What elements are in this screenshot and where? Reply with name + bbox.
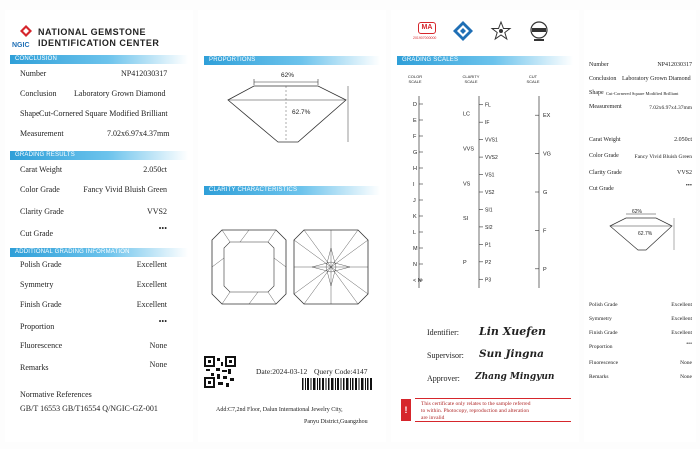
color-grade-label: D <box>413 102 417 108</box>
issue-date: Date:2024-03-12 <box>256 367 308 376</box>
approver-label: Approver: <box>427 374 460 383</box>
clarity-label: Clarity Grade <box>20 207 64 216</box>
identifier-signature: Lin Xuefen <box>479 325 546 338</box>
color-grade-label: G <box>413 150 418 156</box>
color-label: Color Grade <box>20 185 60 194</box>
stub-number-value: NP412030317 <box>657 62 692 68</box>
references-text: GB/T 16553 GB/T16554 Q/NGIC-GZ-001 <box>20 404 158 413</box>
address-label: Add: <box>216 407 228 413</box>
stub-proportion-value: ••• <box>686 341 692 347</box>
ngic-logo-text: NGIC <box>12 42 30 49</box>
symmetry-label: Symmetry <box>20 280 54 289</box>
star-emblem-icon <box>489 20 513 42</box>
ma-badge-number: 201907000000 <box>413 36 437 40</box>
proportions-header: PROPORTIONS <box>204 56 380 65</box>
clarity-grade-label: IF <box>485 120 490 127</box>
conclusion-value: Laboratory Grown Diamond <box>74 89 166 98</box>
stub-depth-percent: 62.7% <box>638 231 653 237</box>
stub-measurement-label: Measurement <box>589 104 622 110</box>
depth-percent-label: 62.7% <box>292 109 311 116</box>
stub-conclusion-label: Conclusion <box>589 76 617 82</box>
clarity-value: VVS2 <box>146 207 167 216</box>
stub-panel <box>584 10 696 442</box>
stub-color-value: Fancy Vivid Bluish Green <box>634 154 692 160</box>
cut-scale-title: CUT SCALE <box>526 74 540 84</box>
notice-line1: This certificate only relates to the sample referred <box>421 401 531 407</box>
notice-line2: to within. Photocopy, reproduction and alteration <box>421 408 529 414</box>
conclusion-label: Conclusion <box>20 89 57 98</box>
fluorescence-value: None <box>149 341 167 350</box>
query-code: Query Code:4147 <box>314 367 368 376</box>
clarity-scale-title: CLARITY SCALE <box>462 74 480 84</box>
clarity-grade-label: FL <box>485 102 491 109</box>
stub-measurement-value: 7.02x6.97x4.37mm <box>649 105 692 111</box>
clarity-grade-label: VVS2 <box>485 155 498 162</box>
stub-number-label: Number <box>589 62 609 68</box>
stub-fluorescence-value: None <box>680 360 692 366</box>
shape-label: Shape <box>20 109 40 118</box>
grading-scales-chart <box>397 90 573 290</box>
left-panel <box>5 10 193 442</box>
carat-value: 2.050ct <box>143 165 167 174</box>
color-grade-label: H <box>413 166 417 172</box>
notice-box <box>415 398 571 422</box>
address-line2: Panyu District,Guangzhou <box>304 419 368 425</box>
stub-carat-value: 2.050ct <box>674 137 692 143</box>
ma-badge-text: MA <box>418 22 436 34</box>
stub-clarity-value: VVS2 <box>676 170 692 176</box>
clarity-characteristics-header: CLARITY CHARACTERISTICS <box>204 186 380 195</box>
stub-remarks-value: None <box>680 374 692 380</box>
clarity-group-label: SI <box>463 216 469 223</box>
grading-scales-panel <box>391 10 579 442</box>
qr-code-icon[interactable] <box>204 356 236 388</box>
ma-badge <box>415 20 439 42</box>
cut-grade-label: G <box>543 190 548 196</box>
identifier-label: Identifier: <box>427 328 459 337</box>
clarity-grade-label: SI1 <box>485 207 493 214</box>
grading-results-header: GRADING RESULTS <box>10 151 188 160</box>
stub-polish-value: Excellent <box>671 302 692 308</box>
stub-clarity-label: Clarity Grade <box>589 170 622 176</box>
color-grade-label: M <box>413 246 418 252</box>
carat-label: Carat Weight <box>20 165 63 174</box>
color-grade-label: E <box>413 118 417 124</box>
additional-info-header: ADDITIONAL GRADING INFORMATION <box>10 248 188 257</box>
stub-finish-value: Excellent <box>671 330 692 336</box>
measurement-label: Measurement <box>20 129 64 138</box>
stub-shape-value: Cut-Cornered Square Modified Brilliant <box>606 91 679 96</box>
stub-remarks-label: Remarks <box>589 374 609 380</box>
polish-label: Polish Grade <box>20 260 62 269</box>
measurement-value: 7.02x6.97x4.37mm <box>107 129 170 138</box>
color-grade-label: I <box>413 182 415 188</box>
stub-polish-label: Polish Grade <box>589 302 618 308</box>
stub-color-label: Color Grade <box>589 153 619 159</box>
approver-signature: Zhang Mingyun <box>475 372 555 382</box>
clarity-grade-label: VS2 <box>485 190 495 196</box>
color-scale-title: COLOR SCALE <box>407 74 423 84</box>
stub-cut-value: ••• <box>685 183 692 189</box>
cut-grade-label: P <box>543 266 547 273</box>
clarity-grade-label: P2 <box>485 259 492 266</box>
org-name-line1: NATIONAL GEMSTONE <box>38 27 147 37</box>
accreditation-diamond-icon <box>451 20 475 42</box>
clarity-grade-label: VS1 <box>485 172 495 179</box>
stub-conclusion-value: Laboratory Grown Diamond <box>622 76 691 82</box>
cut-grade-label: EX <box>543 113 551 120</box>
cut-grade-label: VG <box>543 151 551 158</box>
fluorescence-label: Fluorescence <box>20 341 63 350</box>
round-seal-icon <box>527 20 551 42</box>
supervisor-label: Supervisor: <box>427 351 464 360</box>
number-value: NP412030317 <box>121 69 168 78</box>
org-name-line2: IDENTIFICATION CENTER <box>38 38 160 48</box>
conclusion-section-header: CONCLUSION <box>10 55 188 64</box>
clarity-grade-label: P3 <box>485 277 492 284</box>
proportion-label: Proportion <box>20 322 55 331</box>
clarity-group-label: LC <box>463 111 471 118</box>
stub-symmetry-value: Excellent <box>671 316 692 322</box>
clarity-pavilion-diagram <box>292 228 370 306</box>
cut-value: ••• <box>158 224 167 233</box>
table-percent-label: 62% <box>281 72 295 79</box>
color-grade-label: < N <box>413 278 422 284</box>
color-grade-label: L <box>413 230 417 236</box>
clarity-group-label: VVS <box>463 146 475 153</box>
warning-icon: ! <box>401 399 411 421</box>
clarity-crown-diagram <box>210 228 288 306</box>
badge-row <box>415 20 555 46</box>
polish-value: Excellent <box>136 260 167 269</box>
color-value: Fancy Vivid Bluish Green <box>83 185 167 194</box>
color-grade-label: N <box>413 262 417 268</box>
cut-label: Cut Grade <box>20 229 54 238</box>
proportion-value: ••• <box>158 317 167 326</box>
clarity-group-label: VS <box>463 181 471 188</box>
finish-label: Finish Grade <box>20 300 62 309</box>
shape-value: Cut-Cornered Square Modified Brilliant <box>39 109 168 118</box>
barcode-icon <box>302 378 374 390</box>
clarity-grade-label: VVS1 <box>485 137 498 144</box>
stub-symmetry-label: Symmetry <box>589 316 612 322</box>
stub-shape-label: Shape <box>589 90 604 96</box>
stub-finish-label: Finish Grade <box>589 330 618 336</box>
clarity-grade-label: SI2 <box>485 224 493 231</box>
color-grade-label: J <box>413 198 416 204</box>
finish-value: Excellent <box>136 300 167 309</box>
number-label: Number <box>20 69 47 78</box>
stub-carat-label: Carat Weight <box>589 137 621 143</box>
grading-scales-header: GRADING SCALES <box>397 56 573 65</box>
color-grade-label: F <box>413 134 417 140</box>
stub-proportion-label: Proportion <box>589 344 613 350</box>
cut-grade-label: F <box>543 228 547 235</box>
stub-table-percent: 62% <box>632 209 643 215</box>
address-line1: C7,2nd Floor, Dalun International Jewelry City, <box>228 407 343 413</box>
stub-cut-label: Cut Grade <box>589 186 614 192</box>
clarity-grade-label: P1 <box>485 242 492 249</box>
stub-fluorescence-label: Fluorescence <box>589 360 619 366</box>
notice-line3: are invalid <box>421 415 445 421</box>
remarks-label: Remarks <box>20 363 49 372</box>
symmetry-value: Excellent <box>136 280 167 289</box>
references-title: Normative References <box>20 390 92 399</box>
remarks-value: None <box>149 360 167 369</box>
clarity-group-label: P <box>463 259 467 266</box>
color-grade-label: K <box>413 214 417 220</box>
supervisor-signature: Sun Jingna <box>479 348 544 360</box>
middle-panel <box>198 10 386 442</box>
